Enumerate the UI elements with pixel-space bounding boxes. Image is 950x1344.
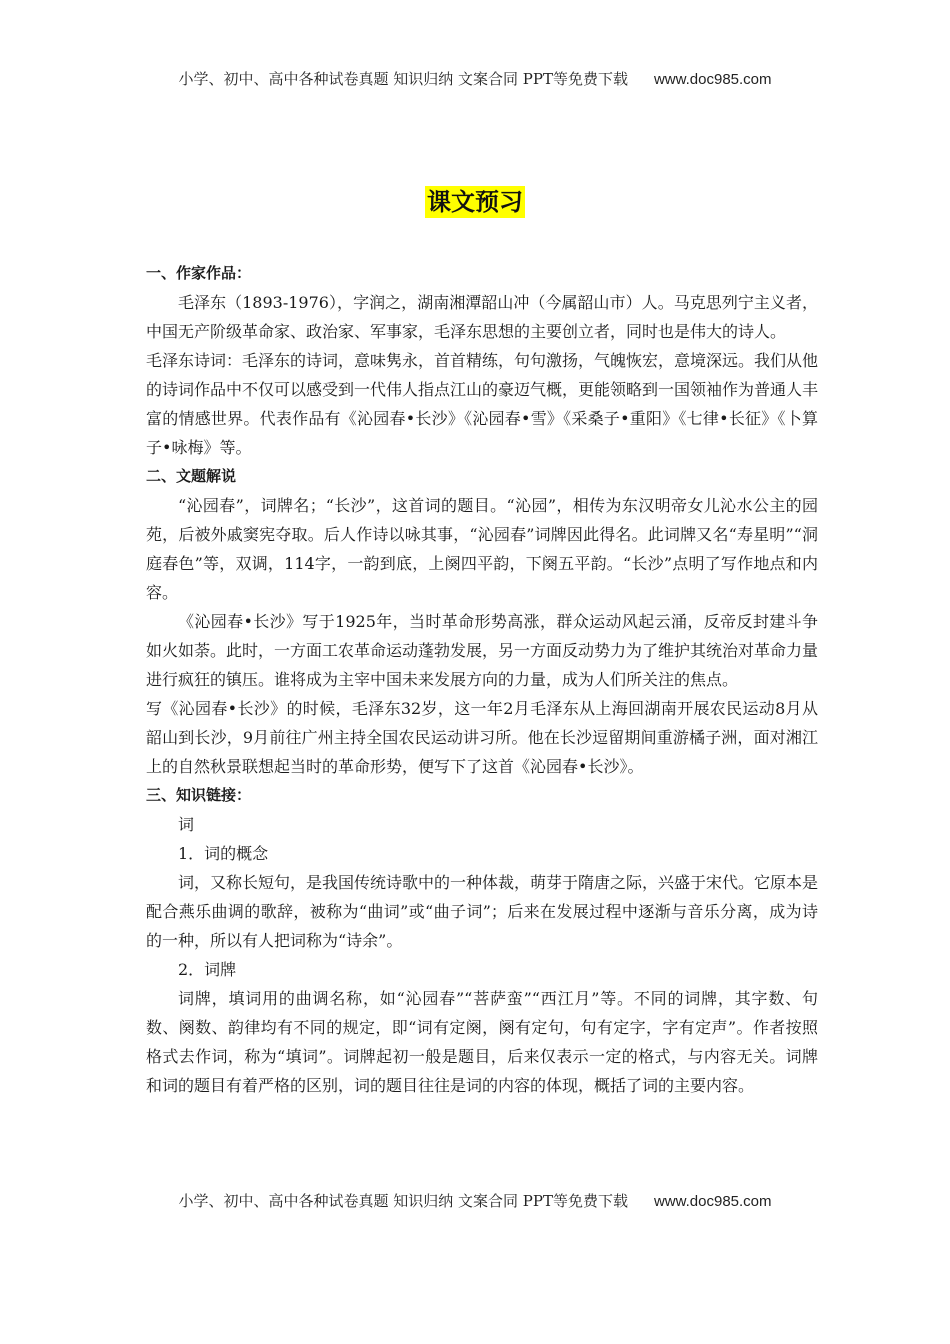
poetry-paragraph: 毛泽东诗词：毛泽东的诗词，意味隽永，首首精练，句句激扬，气魄恢宏，意境深远。我们从他的诗词作品中不仅可以感受到一代伟人指点江山的豪迈气概，更能领略到一国领袖作为普通人丰富的情感世界。代表作品有《沁园春•长沙》《沁园春•雪》《采桑子•重阳》《七律•长征》《卜算子•咏梅》等。 <box>146 351 819 457</box>
knowledge-topic: 词 <box>178 815 195 834</box>
knowledge-item-cipai: 2．词牌 <box>178 960 237 979</box>
title-explanation-paragraph: “沁园春”，词牌名；“长沙”，这首词的题目。“沁园”，相传为东汉明帝女儿沁水公主的园苑，后被外戚窦宪夺取。后人作诗以咏其事，“沁园春”词牌因此得名。此词牌又名“寿星明”“洞庭春色”等，双调，114字，一韵到底，上阕四平韵，下阕五平韵。“长沙”点明了写作地点和内容。 <box>146 496 818 602</box>
header-url-link[interactable]: www.doc985.com <box>653 71 772 88</box>
header-text: 小学、初中、高中各种试卷真题 知识归纳 文案合同 PPT等免费下载 <box>178 70 628 88</box>
knowledge-item-concept: 1．词的概念 <box>178 844 269 863</box>
title-wrap <box>0 186 950 218</box>
document-body <box>146 259 818 1100</box>
page-footer <box>0 1190 950 1211</box>
author-paragraph: 毛泽东（1893-1976），字润之，湖南湘潭韶山冲（今属韶山市）人。马克思列宁主义者，中国无产阶级革命家、政治家、军事家，毛泽东思想的主要创立者，同时也是伟大的诗人。 <box>146 293 818 341</box>
writing-context-paragraph: 写《沁园春•长沙》的时候，毛泽东32岁，这一年2月毛泽东从上海回湖南开展农民运动8月从韶山到长沙，9月前往广州主持全国农民运动讲习所。他在长沙逗留期间重游橘子洲，面对湘江上的自然秋景联想起当时的革命形势，便写下了这首《沁园春•长沙》。 <box>146 699 818 776</box>
section-heading-title-explanation: 二、文题解说 <box>146 467 237 485</box>
background-paragraph: 《沁园春•长沙》写于1925年，当时革命形势高涨，群众运动风起云涌，反帝反封建斗争如火如荼。此时，一方面工农革命运动蓬勃发展，另一方面反动势力为了维护其统治对革命力量进行疯狂的镇压。谁将成为主宰中国未来发展方向的力量，成为人们所关注的焦点。 <box>146 612 819 689</box>
footer-text: 小学、初中、高中各种试卷真题 知识归纳 文案合同 PPT等免费下载 <box>178 1192 628 1210</box>
cipai-paragraph: 词牌，填词用的曲调名称，如“沁园春”“菩萨蛮”“西江月”等。不同的词牌，其字数、句数、阕数、韵律均有不同的规定，即“词有定阕，阕有定句，句有定字，字有定声”。作者按照格式去作词，称为“填词”。词牌起初一般是题目，后来仅表示一定的格式，与内容无关。词牌和词的题目有着严格的区别，词的题目往往是词的内容的体现，概括了词的主要内容。 <box>146 989 818 1095</box>
concept-paragraph: 词，又称长短句，是我国传统诗歌中的一种体裁，萌芽于隋唐之际，兴盛于宋代。它原本是配合燕乐曲调的歌辞，被称为“曲词”或“曲子词”；后来在发展过程中逐渐与音乐分离，成为诗的一种，所以有人把词称为“诗余”。 <box>146 873 819 950</box>
section-heading-author: 一、作家作品： <box>146 264 252 282</box>
footer-url-link[interactable]: www.doc985.com <box>653 1193 772 1210</box>
page-header <box>0 68 950 89</box>
page-title: 课文预习 <box>427 187 523 216</box>
section-heading-knowledge: 三、知识链接： <box>146 786 252 804</box>
